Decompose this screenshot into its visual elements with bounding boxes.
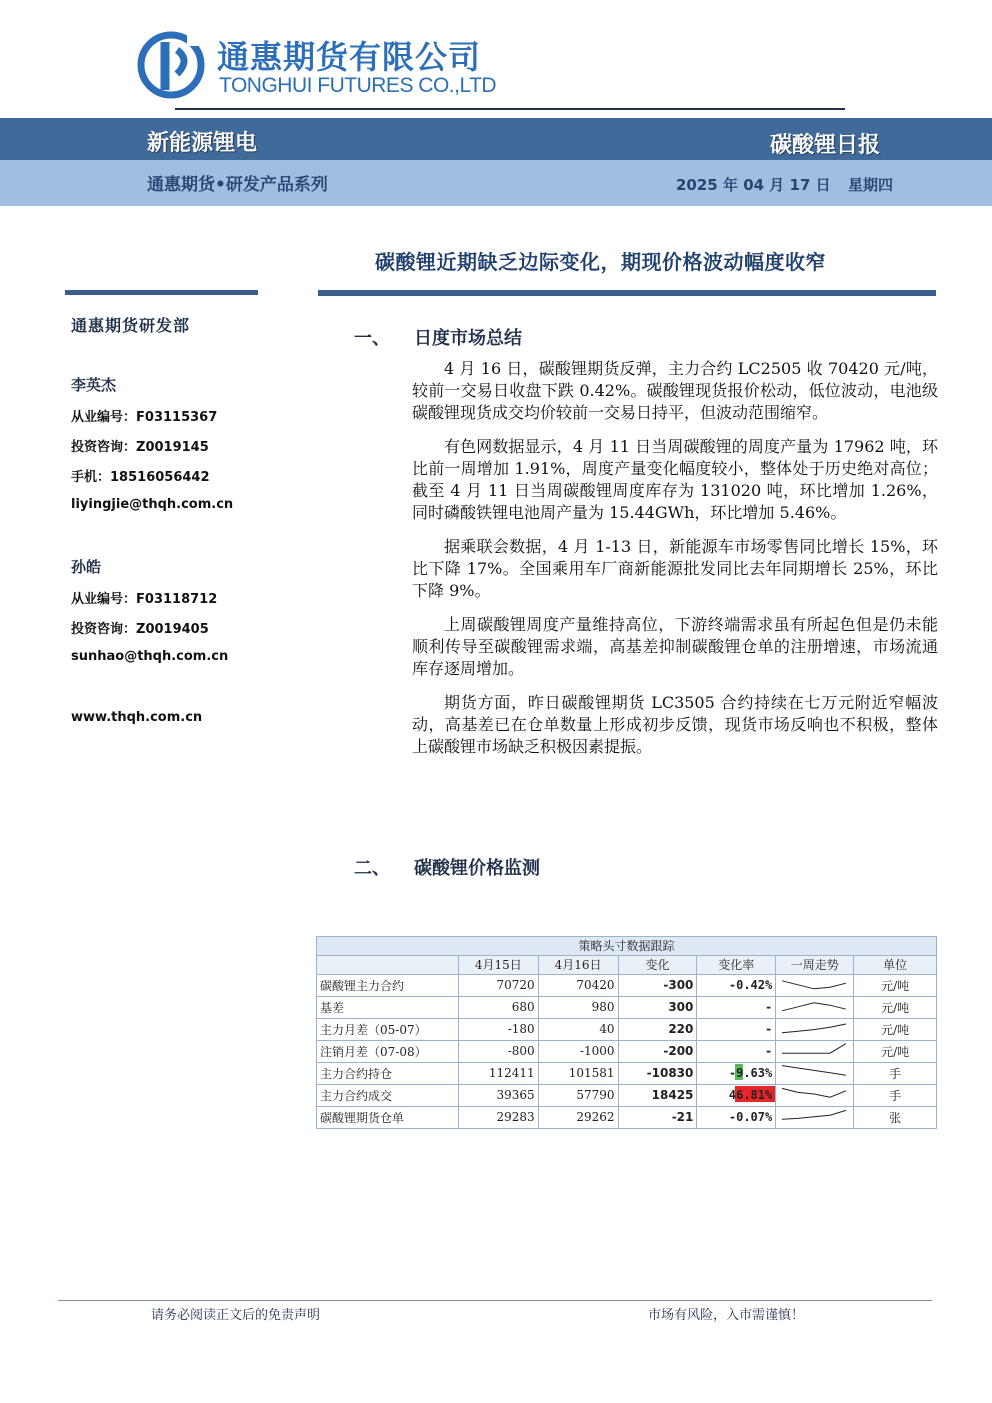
trend-line-icon [776,1085,852,1103]
table-header-row [317,955,937,974]
section-number: 二、 [354,858,390,879]
report-type-label: 碳酸锂日报 [770,133,881,158]
analyst-email[interactable]: sunhao@thqh.com.cn [71,649,229,664]
company-name-en: TONGHUI FUTURES CO.,LTD [219,74,497,97]
weekly-trend-sparkline [776,1040,854,1062]
change-value: -200 [618,1040,697,1062]
table-row [317,974,937,996]
unit-cell: 手 [854,1084,937,1106]
paragraph: 上周碳酸锂周度产量维持高位，下游终端需求虽有所起色但是仍未能顺利传导至碳酸锂需求端，高基差抑制碳酸锂仓单的注册增速，市场流通库存逐周增加。 [412,615,938,678]
unit-cell: 张 [854,1106,937,1128]
row-label: 碳酸锂主力合约 [317,974,459,996]
trend-line-icon [776,975,852,993]
paragraph: 4 月 16 日，碳酸锂期货反弹，主力合约 LC2505 收 70420 元/吨，较前一交易日收盘下跌 0.42%。碳酸锂现货报价松动，低位波动，电池级碳酸锂现货成交均价较前一交易日持平，但波动范围缩窄。 [412,359,938,422]
value-apr15: -180 [458,1018,538,1040]
row-label: 主力合约成交 [317,1084,459,1106]
trend-line-icon [776,1107,852,1125]
analyst-consult: 投资咨询：Z0019145 [71,440,209,455]
analyst-email[interactable]: liyingjie@thqh.com.cn [71,497,234,512]
weekly-trend-sparkline [776,1018,854,1040]
sector-label: 新能源锂电 [147,131,258,156]
change-value: 220 [618,1018,697,1040]
table-header-cell: 变化率 [697,955,776,974]
table-header-cell: 4月16日 [538,955,618,974]
change-value: 18425 [618,1084,697,1106]
table-row [317,1062,937,1084]
trend-line-icon [776,1041,852,1059]
weekly-trend-sparkline [776,996,854,1018]
paragraph: 有色网数据显示，4 月 11 日当周碳酸锂的周度产量为 17962 吨，环比前一周增加 1.91%，周度产量变化幅度较小，整体处于历史绝对高位；截至 4 月 11 日当周碳酸锂周度库存为 131020 吨，环比增加 1.26%，同时磷酸铁锂电池周产量为 15.44GWh，环比增加 5.46%。 [412,437,938,522]
weekly-trend-sparkline [776,1106,854,1128]
series-label: 通惠期货•研发产品系列 [147,175,328,195]
value-apr16: 40 [538,1018,618,1040]
title-divider [318,290,936,296]
row-label: 注销月差（07-08） [317,1040,459,1062]
row-label: 主力月差（05-07） [317,1018,459,1040]
change-rate [697,996,776,1018]
trend-line-icon [776,997,852,1015]
table-row [317,1040,937,1062]
sidebar-dept: 通惠期货研发部 [71,316,191,335]
website-link[interactable]: www.thqh.com.cn [71,710,203,725]
change-rate [697,1018,776,1040]
section-number: 一、 [354,328,390,349]
change-value: -300 [618,974,697,996]
unit-cell: 元/吨 [854,974,937,996]
value-apr15: 680 [458,996,538,1018]
analyst-name: 孙皓 [71,558,102,576]
weekly-trend-sparkline [776,1084,854,1106]
value-apr15: 39365 [458,1084,538,1106]
section-title: 碳酸锂价格监测 [414,858,540,879]
table-row [317,1084,937,1106]
table-header-cell: 一周走势 [776,955,854,974]
value-apr16: -1000 [538,1040,618,1062]
change-rate [697,974,776,996]
unit-cell: 元/吨 [854,1040,937,1062]
weekly-trend-sparkline [776,974,854,996]
weekly-trend-sparkline [776,1062,854,1084]
footer-disclaimer: 请务必阅读正文后的免责声明 [151,1308,321,1323]
change-rate-text: - [765,1044,773,1059]
sidebar-divider [65,290,258,295]
change-rate-text: -9.63% [728,1066,773,1081]
change-rate-text: - [765,1000,773,1015]
analyst-phone: 手机：18516056442 [71,470,210,485]
change-rate-text: - [765,1022,773,1037]
paragraph: 据乘联会数据，4 月 1-13 日，新能源车市场零售同比增长 15%，环比下降 17%。全国乘用车厂商新能源批发同比去年同期增长 25%，环比下降 9%。 [412,537,938,600]
report-weekday: 星期四 [848,176,894,194]
market-summary-body [412,358,938,770]
unit-cell: 元/吨 [854,996,937,1018]
row-label: 主力合约持仓 [317,1062,459,1084]
analyst-license: 从业编号：F03118712 [71,592,218,607]
logo-mark-icon [137,30,207,100]
value-apr16: 101581 [538,1062,618,1084]
paragraph: 期货方面，昨日碳酸锂期货 LC3505 合约持续在七万元附近窄幅波动，高基差已在仓单数量上形成初步反馈，现货市场反响也不积极，整体上碳酸锂市场缺乏积极因素提振。 [412,693,938,756]
change-value: -21 [618,1106,697,1128]
row-label: 基差 [317,996,459,1018]
company-name-cn: 通惠期货有限公司 [217,38,482,76]
unit-cell: 手 [854,1062,937,1084]
table-header-cell: 变化 [618,955,697,974]
unit-cell: 元/吨 [854,1018,937,1040]
table-row [317,996,937,1018]
change-rate [697,1062,776,1084]
change-value: 300 [618,996,697,1018]
table-header-cell: 单位 [854,955,937,974]
value-apr16: 70420 [538,974,618,996]
company-logo [137,30,497,100]
value-apr15: 29283 [458,1106,538,1128]
value-apr15: 112411 [458,1062,538,1084]
table-caption: 策略头寸数据跟踪 [317,937,937,956]
table-row [317,1106,937,1128]
logo-divider [175,108,845,110]
value-apr16: 29262 [538,1106,618,1128]
analyst-name: 李英杰 [71,376,117,394]
table-header-cell: 4月15日 [458,955,538,974]
page-title: 碳酸锂近期缺乏边际变化，期现价格波动幅度收窄 [375,250,826,274]
trend-line-icon [776,1019,852,1037]
value-apr15: -800 [458,1040,538,1062]
analyst-consult: 投资咨询：Z0019405 [71,622,209,637]
footer-divider [58,1300,932,1301]
change-rate [697,1106,776,1128]
change-rate-text: -0.07% [728,1110,773,1125]
price-monitor-table [316,936,937,1129]
change-rate-text: -0.42% [728,978,773,993]
table-header-cell [317,955,459,974]
trend-line-icon [776,1063,852,1081]
footer-risk-warning: 市场有风险，入市需谨慎！ [648,1308,805,1323]
value-apr15: 70720 [458,974,538,996]
table-row [317,1018,937,1040]
row-label: 碳酸锂期货仓单 [317,1106,459,1128]
change-rate [697,1040,776,1062]
analyst-license: 从业编号：F03115367 [71,410,218,425]
change-value: -10830 [618,1062,697,1084]
change-rate [697,1084,776,1106]
section-title: 日度市场总结 [414,328,522,349]
report-date: 2025 年 04 月 17 日 [676,176,831,194]
value-apr16: 980 [538,996,618,1018]
change-rate-text: 46.81% [728,1088,773,1103]
value-apr16: 57790 [538,1084,618,1106]
